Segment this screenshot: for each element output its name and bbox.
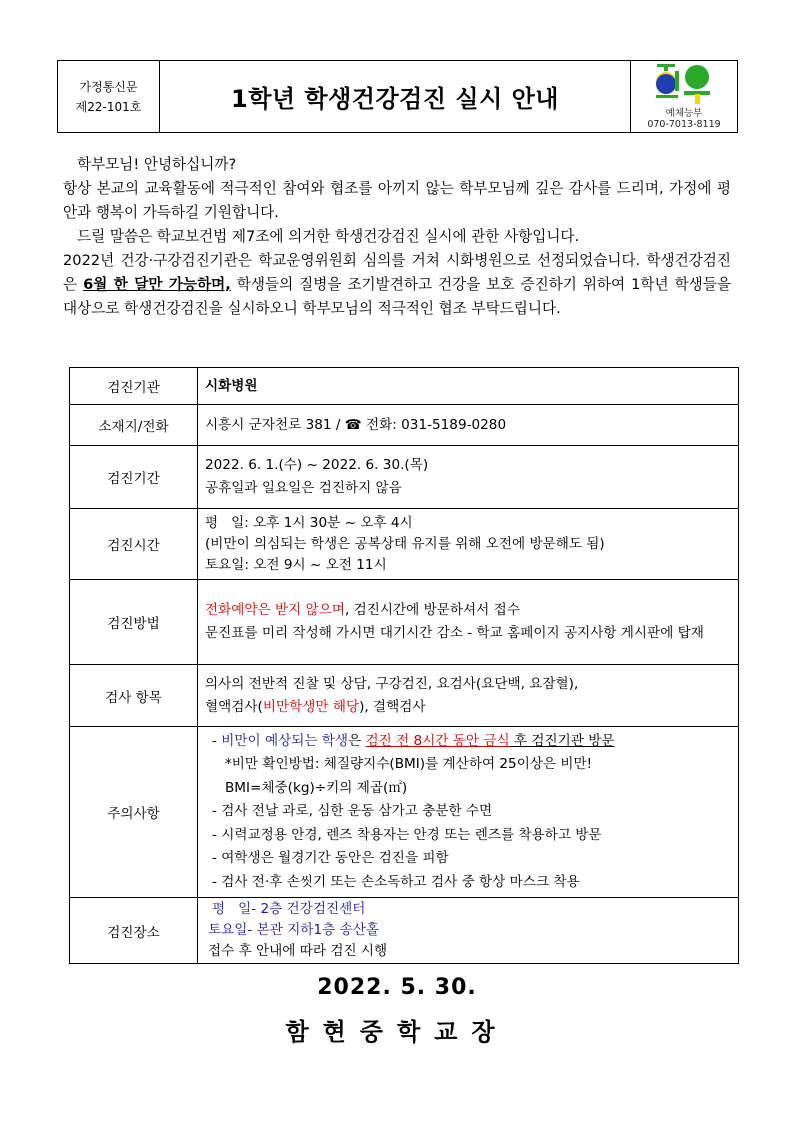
time-weekday: 평 일: 오후 1시 30분 ~ 오후 4시	[205, 514, 413, 531]
notes-fasting: 검진 전 8시간 동안 금식	[365, 732, 510, 749]
row-value	[198, 368, 739, 405]
document-title: 1학년 학생건강검진 실시 안내	[231, 85, 559, 113]
notes-obese-students: 비만이 예상되는 학생	[221, 732, 349, 749]
row-label: 검진시간	[70, 509, 198, 580]
department-name: 예체능부	[665, 108, 703, 119]
items-line-2-b: ), 결핵검사	[359, 698, 426, 715]
period-line-1: 2022. 6. 1.(수) ~ 2022. 6. 30.(목)	[205, 457, 429, 473]
row-label: 검진기관	[70, 368, 198, 405]
notes-line-5: - 시력교정용 안경, 렌즈 착용자는 안경 또는 렌즈를 착용하고 방문	[212, 826, 602, 843]
notes-dash: -	[212, 732, 222, 749]
items-obese-only: 비만학생만 해당	[262, 698, 360, 715]
intro-paragraph-1: 항상 본교의 교육활동에 적극적인 참여와 협조를 아끼지 않는 학부모님께 깊은 감사를 드리며, 가정에 평안과 행복이 가득하길 기원합니다.	[63, 180, 731, 221]
issue-number-cell	[58, 61, 160, 132]
items-line-2	[205, 696, 738, 719]
notes-line-6: - 여학생은 월경기간 동안은 검진을 피함	[212, 850, 449, 867]
time-saturday: 토요일: 오전 9시 ~ 오전 11시	[205, 556, 387, 573]
department-logo-cell	[630, 61, 737, 132]
row-label: 소재지/전화	[70, 405, 198, 446]
method-line-2: 문진표를 미리 작성해 가시면 대기시간 감소 - 학교 홈페이지 공지사항 게시판에 탑재	[205, 625, 704, 641]
greeting: 학부모님! 안녕하십니까?	[77, 156, 237, 173]
table-row-institution	[70, 368, 739, 405]
row-label: 검진장소	[70, 898, 198, 964]
school-principal: 함현중학교장	[285, 1018, 509, 1046]
table-row-place	[70, 898, 739, 964]
table-row-notes	[70, 727, 739, 898]
intro-text	[63, 153, 731, 321]
table-row-address	[70, 405, 739, 446]
notes-line-4: - 검사 전날 과로, 심한 운동 삼가고 충분한 수면	[212, 803, 493, 820]
place-weekday: 평 일- 2층 건강검진센터	[212, 901, 366, 917]
table-row-period	[70, 446, 739, 509]
period-line-2: 공휴일과 일요일은 검진하지 않음	[205, 480, 402, 496]
table-row-method	[70, 580, 739, 665]
department-logo-icon	[653, 61, 715, 107]
method-line-1	[205, 599, 738, 622]
row-value	[198, 727, 739, 898]
issue-type: 가정통신문	[79, 79, 138, 94]
table-row-time	[70, 509, 739, 580]
intro-paragraph-2: 드릴 말씀은 학교보건법 제7조에 의거한 학생건강검진 실시에 관한 사항입니다.	[77, 228, 580, 245]
row-label: 주의사항	[70, 727, 198, 898]
row-value	[198, 665, 739, 727]
intro-p3-part-a: 2022년 건강·구강검진기관은 학교운영위원회 심의를 거쳐 시화병원으로 선정되었습니다. 학생건강검진은	[63, 252, 731, 293]
place-saturday: 토요일- 본관 지하1층 송산홀	[208, 922, 379, 938]
institution-name: 시화병원	[205, 377, 258, 394]
checkup-info-table	[69, 367, 739, 964]
notes-line-1	[212, 730, 738, 754]
no-phone-reservation: 전화예약은 받지 않으며	[205, 602, 345, 618]
intro-p3-emphasis: 6월 한 달만 가능하며,	[83, 276, 231, 293]
notes-line-3: BMI=체중(kg)÷키의 제곱(㎡)	[212, 779, 408, 796]
row-label: 검사 항목	[70, 665, 198, 727]
notes-line-7: - 검사 전·후 손씻기 또는 손소독하고 검사 중 항상 마스크 착용	[212, 873, 580, 890]
time-note: (비만이 의심되는 학생은 공복상태 유지를 위해 오전에 방문해도 됨)	[205, 535, 605, 552]
department-phone: 070-7013-8119	[647, 119, 721, 130]
issue-number: 제22-101호	[75, 99, 142, 114]
row-value	[198, 898, 739, 964]
place-procedure: 접수 후 안내에 따라 검진 시행	[208, 943, 388, 959]
address-value: 시흥시 군자천로 381 / ☎ 전화: 031-5189-0280	[198, 405, 739, 446]
row-label: 검진방법	[70, 580, 198, 665]
notes-visit: 후 검진기관 방문	[509, 732, 615, 749]
issue-date: 2022. 5. 30.	[317, 975, 477, 1000]
row-value	[198, 446, 739, 509]
document-header	[57, 60, 738, 133]
table-row-items	[70, 665, 739, 727]
row-value	[198, 580, 739, 665]
intro-p3-part-c: 학생들의 질병을 조기발견하고 건강을 보호 증진하기 위하여 1학년 학생들을 대상으로 학생건강검진을 실시하오니 학부모님의 적극적인 협조 부탁드립니다.	[63, 276, 731, 317]
intro-paragraph-3	[63, 249, 731, 321]
row-value	[198, 509, 739, 580]
items-line-2-a: 혈액검사(	[205, 698, 263, 715]
notes-line-2: *비만 확인방법: 체질량지수(BMI)를 계산하여 25이상은 비만!	[212, 756, 593, 773]
method-line-1-rest: , 검진시간에 방문하셔서 접수	[344, 602, 520, 618]
row-label: 검진기간	[70, 446, 198, 509]
items-line-1: 의사의 전반적 진찰 및 상담, 구강검진, 요검사(요단백, 요잠혈),	[205, 675, 579, 692]
notes-particle: 은	[348, 732, 366, 749]
